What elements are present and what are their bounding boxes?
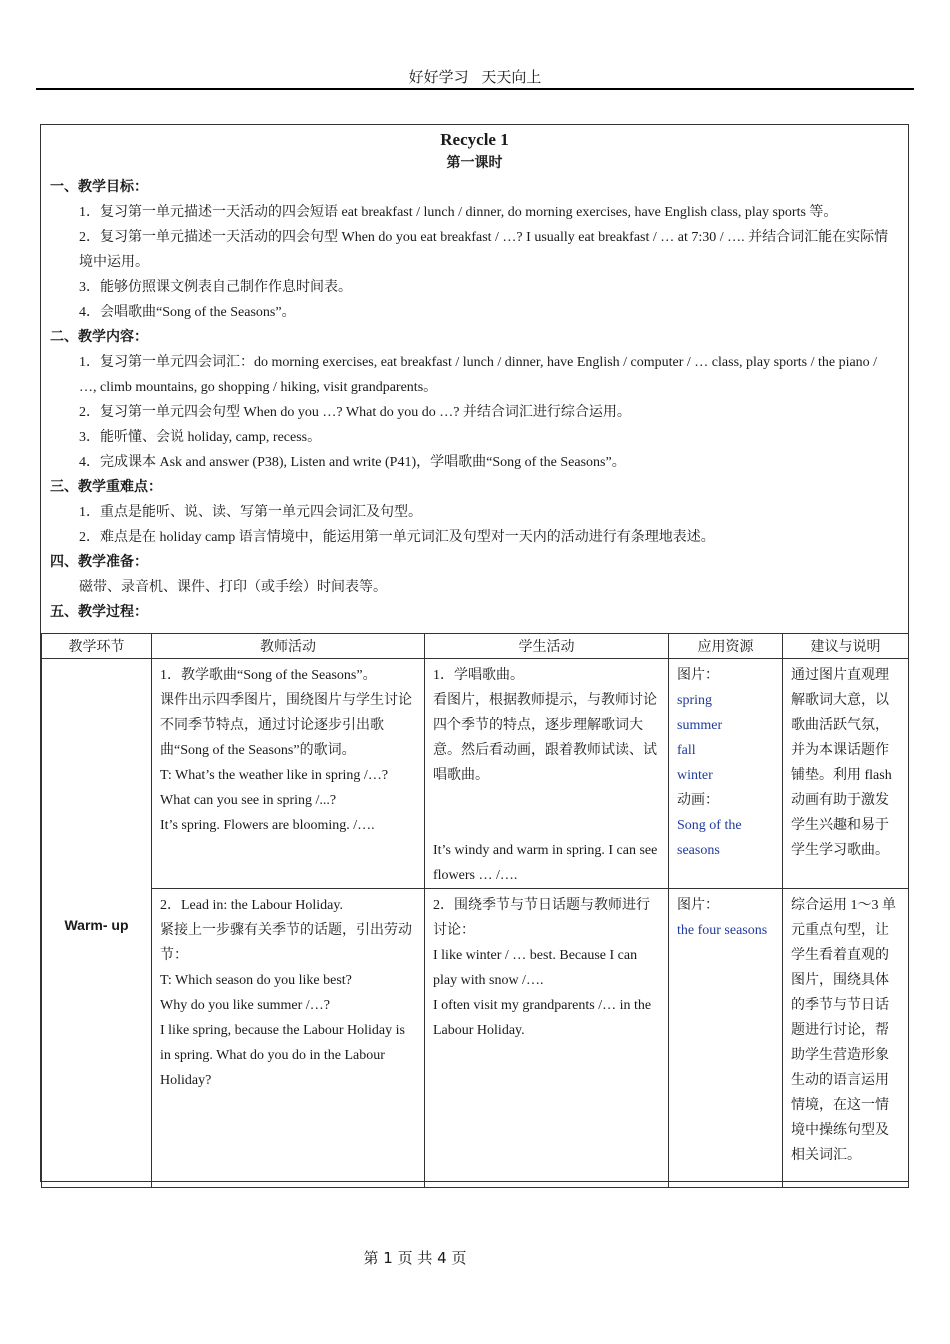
resources-cell (669, 889, 783, 1188)
content-item: 3．能听懂、会说 holiday, camp, recess。 (79, 430, 322, 445)
goal-item: 3．能够仿照课文例表自己制作作息时间表。 (79, 280, 352, 295)
teacher-line: 1．教学歌曲“Song of the Seasons”。 (160, 668, 377, 683)
student-activity-cell (425, 659, 669, 889)
lesson-plan-intro (41, 125, 908, 633)
resource-picture: the four seasons (677, 923, 768, 938)
key-point-item: 1．重点是能听、说、读、写第一单元四会词汇及句型。 (79, 505, 422, 520)
notes-cell: 综合运用 1～3 单元重点句型，让学生看着直观的图片，围绕具体的季节与节日话题进行讨论，帮助学生营造形象生动的语言运用情境，在这一情境中操练句型及相关词汇。 (783, 889, 909, 1188)
process-heading: 五、教学过程： (50, 604, 148, 620)
table-row (42, 889, 909, 1188)
student-line: It’s windy and warm in spring. I can see flowers … /…. (433, 843, 658, 883)
doc-subtitle: 第一课时 (446, 155, 503, 171)
column-header-student: 学生活动 (425, 634, 669, 659)
column-header-stage: 教学环节 (42, 634, 152, 659)
doc-title: Recycle 1 (440, 130, 509, 149)
student-activity-cell (425, 889, 669, 1188)
teaching-process-table (41, 633, 909, 1188)
teacher-line: I like spring, because the Labour Holiday is in spring. What do you do in the Labour Holiday? (160, 1023, 405, 1088)
resources-label: 动画： (677, 793, 719, 808)
table-row (42, 659, 909, 889)
content-item: 1．复习第一单元四会词汇：do morning exercises, eat breakfast / lunch / dinner, have English / computer / … class, play sports / the piano / …, climb mountains, go shopping / hiking, visit grandparents。 (79, 355, 878, 395)
teacher-line: 2．Lead in: the Labour Holiday. (160, 898, 343, 913)
teacher-line: T: What’s the weather like in spring /…? (160, 768, 389, 783)
table-header-row (42, 634, 909, 659)
notes-cell: 通过图片直观理解歌词大意，以歌曲活跃气氛，并为本课话题作铺垫。利用 flash 动画有助于激发学生兴趣和易于学生学习歌曲。 (783, 659, 909, 889)
resource-picture: winter (677, 768, 713, 783)
resources-cell (669, 659, 783, 889)
teacher-line: 紧接上一步骤有关季节的话题，引出劳动节： (160, 923, 412, 963)
resources-label: 图片： (677, 898, 719, 913)
student-line: 看图片，根据教师提示，与教师讨论四个季节的特点，逐步理解歌词大意。然后看动画，跟着教师试读、试唱歌曲。 (433, 693, 657, 783)
resources-label: 图片： (677, 668, 719, 683)
teacher-line: 课件出示四季图片，围绕图片与学生讨论不同季节特点，通过讨论逐步引出歌曲“Song of the Seasons”的歌词。 (160, 693, 412, 758)
stage-cell: Warm- up (42, 659, 152, 1188)
column-header-resources: 应用资源 (669, 634, 783, 659)
teacher-activity-cell (152, 889, 425, 1188)
page-number: 第 1 页 共 4 页 (363, 1249, 467, 1267)
student-line: I like winter / … best. Because I can play with snow /…. (433, 948, 638, 988)
key-point-item: 2．难点是在 holiday camp 语言情境中，能运用第一单元词汇及句型对一天内的活动进行有条理地表述。 (79, 530, 715, 545)
goal-item: 1．复习第一单元描述一天活动的四会短语 eat breakfast / lunch / dinner, do morning exercises, have English class, play sports 等。 (79, 205, 838, 220)
column-header-notes: 建议与说明 (783, 634, 909, 659)
goals-heading: 一、教学目标： (50, 179, 148, 195)
resource-animation: Song of the seasons (677, 818, 742, 858)
teacher-line: Why do you like summer /…? (160, 998, 330, 1013)
teacher-line: It’s spring. Flowers are blooming. /…. (160, 818, 375, 833)
lesson-plan-box (40, 124, 909, 1182)
key-points-heading: 三、教学重难点： (50, 479, 162, 495)
content-heading: 二、教学内容： (50, 329, 148, 345)
teacher-activity-cell (152, 659, 425, 889)
student-line: 2．围绕季节与节日话题与教师进行讨论： (433, 898, 650, 938)
page-header (36, 66, 914, 90)
resource-picture: summer (677, 718, 723, 733)
resource-picture: spring (677, 693, 712, 708)
prep-heading: 四、教学准备： (50, 554, 148, 570)
teacher-line: T: Which season do you like best? (160, 973, 352, 988)
goal-item: 2．复习第一单元描述一天活动的四会句型 When do you eat breakfast / …? I usually eat breakfast / … at 7:30 / …. 并结合词汇能在实际情境中运用。 (79, 230, 889, 270)
spacer (433, 788, 660, 813)
student-line: I often visit my grandparents /… in the Labour Holiday. (433, 998, 652, 1038)
content-item: 4．完成课本 Ask and answer (P38), Listen and write (P41)，学唱歌曲“Song of the Seasons”。 (79, 455, 626, 470)
spacer (433, 813, 660, 838)
header-left-text: 好好学习 (408, 68, 469, 86)
prep-item: 磁带、录音机、课件、打印（或手绘）时间表等。 (79, 580, 387, 595)
student-line: 1．学唱歌曲。 (433, 668, 524, 683)
content-item: 2．复习第一单元四会句型 When do you …? What do you do …? 并结合词汇进行综合运用。 (79, 405, 631, 420)
goal-item: 4．会唱歌曲“Song of the Seasons”。 (79, 305, 296, 320)
column-header-teacher: 教师活动 (152, 634, 425, 659)
resource-picture: fall (677, 743, 696, 758)
header-right-text: 天天向上 (481, 68, 542, 86)
teacher-line: What can you see in spring /...? (160, 793, 337, 808)
